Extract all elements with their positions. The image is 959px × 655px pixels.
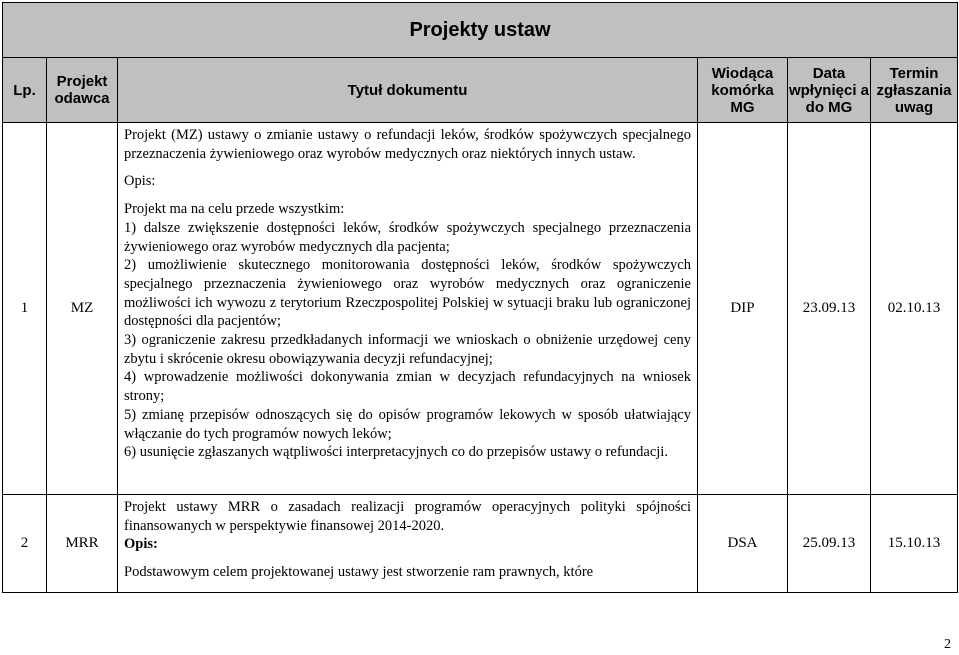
opis-label: Opis:	[124, 173, 156, 190]
description-line: Podstawowym celem projektowanej ustawy jest stworzenie ram prawnych, które	[124, 564, 594, 581]
header-wiodaca: Wiodąca komórka MG	[698, 58, 788, 123]
page-number: 2	[944, 637, 951, 652]
document-title: Projekt ustawy MRR o zasadach realizacji programów operacyjnych polityki spójności finansowanych w perspektywie finansowej 2014-2020.	[124, 499, 691, 534]
description-line: 1) dalsze zwiększenie dostępności leków, środków spożywczych specjalnego przeznaczenia żywieniowego oraz wyrobów medycznych dla pacjenta;	[124, 219, 691, 255]
header-tytul: Tytuł dokumentu	[118, 58, 698, 123]
description-line: Projekt ma na celu przede wszystkim:	[124, 201, 345, 218]
page-title: Projekty ustaw	[3, 3, 958, 58]
description-line: 5) zmianę przepisów odnoszących się do opisów programów lekowych w sposób ułatwiający włączanie do tych programów nowych leków;	[124, 406, 691, 442]
opis-label: Opis:	[124, 536, 158, 553]
row-wiodaca: DSA	[698, 495, 788, 593]
table-row	[3, 495, 958, 593]
row-projektodawca: MRR	[47, 495, 118, 593]
projects-table	[2, 2, 958, 593]
row-data: 23.09.13	[788, 123, 871, 495]
description-line: 3) ograniczenie zakresu przedkładanych informacji we wnioskach o obniżenie urzędowej ceny zbytu i skrócenie okresu obowiązywania decyzji refundacyjnej;	[124, 332, 691, 367]
row-document	[118, 123, 698, 495]
row-data: 25.09.13	[788, 495, 871, 593]
row-termin: 15.10.13	[871, 495, 958, 593]
header-projektodawca: Projekt odawca	[47, 58, 118, 123]
header-data: Data wpłynięci a do MG	[788, 58, 871, 123]
row-projektodawca: MZ	[47, 123, 118, 495]
description-line: 4) wprowadzenie możliwości dokonywania zmian w decyzjach refundacyjnych na wniosek strony;	[124, 369, 691, 405]
document-title: Projekt (MZ) ustawy o zmianie ustawy o refundacji leków, środków spożywczych specjalnego przeznaczenia żywieniowego oraz wyrobów medycznych oraz niektórych innych ustaw.	[124, 127, 691, 162]
table-row	[3, 123, 958, 495]
row-document	[118, 495, 698, 593]
description-line: 2) umożliwienie skutecznego monitorowania dostępności leków, środków spożywczych specjalnego przeznaczenia żywieniowego oraz wyrobów medycznych oraz ograniczenie możliwości ich wywozu z terytorium Rzeczpospolitej Polskiej w sytuacji braku lub ograniczonej dostępności dla pacjentów;	[124, 257, 691, 330]
row-wiodaca: DIP	[698, 123, 788, 495]
row-lp: 1	[3, 123, 47, 495]
row-lp: 2	[3, 495, 47, 593]
header-lp: Lp.	[3, 58, 47, 123]
description-line: 6) usunięcie zgłaszanych wątpliwości interpretacyjnych co do przepisów ustawy o refundacji.	[124, 444, 668, 461]
row-termin: 02.10.13	[871, 123, 958, 495]
header-termin: Termin zgłaszania uwag	[871, 58, 958, 123]
